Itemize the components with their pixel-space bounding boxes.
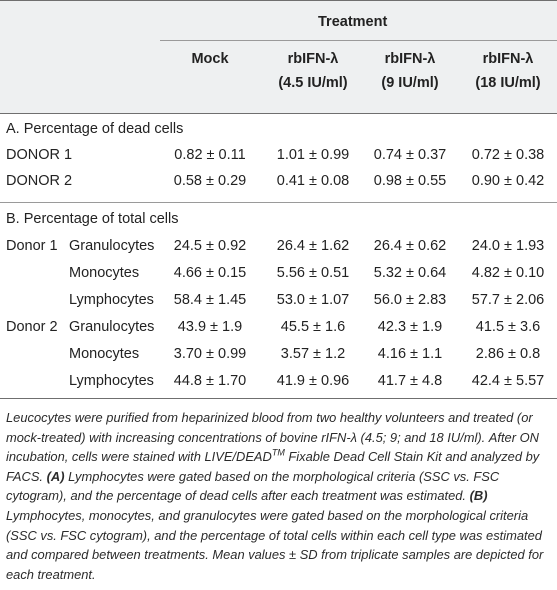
table-cell: 43.9 ± 1.9 [177,319,243,335]
table-cell: 26.4 ± 0.62 [373,238,447,254]
row-cell-type-label: Granulocytes [69,238,155,254]
table-cell: 42.3 ± 1.9 [377,319,443,335]
table-cell: 3.57 ± 1.2 [280,346,346,362]
table-cell: 1.01 ± 0.99 [276,147,350,163]
table-cell: 0.58 ± 0.29 [173,173,247,189]
row-cell-type-label: Monocytes [69,346,140,362]
table-bottom-rule [0,398,557,399]
caption-text-a: Lymphocytes were gated based on the morphological criteria (SSC vs. FSC cytogram), and the percentage of dead cells after each treatment was estimated. [6,468,500,504]
row-label-donor1-dead: DONOR 1 [6,147,73,163]
column-header-45-line1: rbIFN-λ [287,51,339,67]
row-donor-label: Donor 2 [6,319,58,335]
row-cell-type-label: Lymphocytes [69,373,154,389]
table-cell: 53.0 ± 1.07 [276,292,350,308]
treatment-group-label: Treatment [318,14,388,30]
caption-label-a: (A) [46,468,65,484]
table-cell: 0.82 ± 0.11 [174,147,246,163]
row-label-donor2-dead: DONOR 2 [6,173,73,189]
section-b-title: B. Percentage of total cells [6,211,179,227]
column-header-9-line1: rbIFN-λ [384,51,436,67]
table-cell: 57.7 ± 2.06 [471,292,545,308]
table-cell: 0.41 ± 0.08 [276,173,350,189]
table-cell: 5.32 ± 0.64 [373,265,447,281]
row-donor-label: Donor 1 [6,238,58,254]
table-cell: 2.86 ± 0.8 [475,346,541,362]
table-cell: 41.5 ± 3.6 [475,319,541,335]
treatment-group-underline [160,40,557,41]
table-cell: 45.5 ± 1.6 [280,319,346,335]
table-cell: 41.7 ± 4.8 [377,373,443,389]
column-header-9-line2: (9 IU/ml) [381,75,439,91]
row-cell-type-label: Lymphocytes [69,292,154,308]
section-a-title: A. Percentage of dead cells [6,121,184,137]
column-header-18-line2: (18 IU/ml) [475,75,541,91]
column-header-18-line1: rbIFN-λ [482,51,534,67]
table-cell: 41.9 ± 0.96 [276,373,350,389]
table-cell: 4.16 ± 1.1 [377,346,443,362]
column-header-mock: Mock [191,51,229,67]
table-cell: 0.74 ± 0.37 [373,147,447,163]
caption-trademark: TM [271,447,285,458]
table-cell: 24.5 ± 0.92 [173,238,247,254]
table-cell: 56.0 ± 2.83 [373,292,447,308]
caption-text-2: Fixable Dead Cell Stain Kit and analyzed by FACS. [6,449,540,484]
caption-text-b: Lymphocytes, monocytes, and granulocytes were gated based on the morphological criteria (SSC vs. FSC cytogram), and the percentage of total cells within each cell type was estimated and compared between treatments. Mean values ± SD from triplicate samples are depicted for each treatment. [6,507,544,582]
caption-label-b: (B) [469,488,488,504]
table-cell: 42.4 ± 5.57 [471,373,545,389]
table-top-rule [0,0,557,1]
caption-text-1: Leucocytes were purified from heparinized blood from two healthy volunteers and treated (or mock-treated) with increasing concentrations of bovine rIFN-λ (4.5; 9; and 18 IU/ml). After ON incubation, cells were stained with LIVE/DEAD [6,410,539,465]
table-cell: 5.56 ± 0.51 [276,265,350,281]
row-cell-type-label: Granulocytes [69,319,155,335]
table-cell: 0.72 ± 0.38 [471,147,545,163]
table-cell: 0.98 ± 0.55 [373,173,447,189]
table-cell: 3.70 ± 0.99 [173,346,247,362]
section-divider-rule [0,202,557,203]
header-bottom-rule [0,113,557,114]
row-cell-type-label: Monocytes [69,265,140,281]
table-caption [6,408,554,584]
table-cell: 4.82 ± 0.10 [471,265,545,281]
table-cell: 26.4 ± 1.62 [276,238,350,254]
table-cell: 58.4 ± 1.45 [173,292,247,308]
column-header-45-line2: (4.5 IU/ml) [278,75,348,91]
table-cell: 24.0 ± 1.93 [471,238,545,254]
table-cell: 4.66 ± 0.15 [173,265,247,281]
table-cell: 0.90 ± 0.42 [471,173,545,189]
table-cell: 44.8 ± 1.70 [173,373,247,389]
